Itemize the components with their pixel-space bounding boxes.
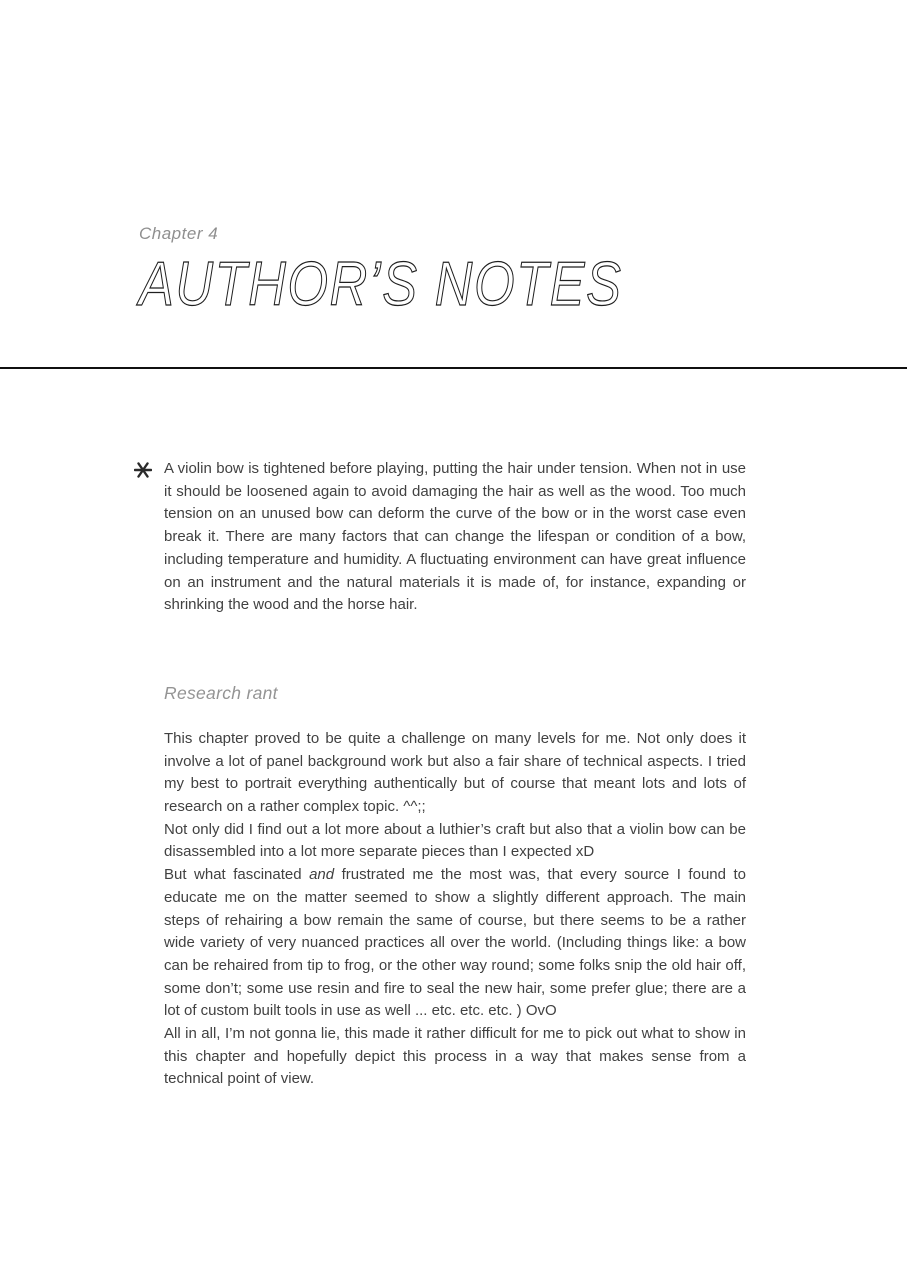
paragraph: Not only did I find out a lot more about a luthier’s craft but also that a violin bow can be disassembled into a lot more separate pieces than I expected xD bbox=[164, 820, 746, 861]
paragraph: All in all, I’m not gonna lie, this made it rather difficult for me to pick out what to show in this chapter and hopefully depict this process in a way that makes sense from a technical point of view. bbox=[164, 1025, 746, 1088]
paragraph-emphasis: and bbox=[309, 866, 335, 884]
paragraph: This chapter proved to be quite a challenge on many levels for me. Not only does it involve a lot of panel background work but also a fair share of technical aspects. I tried my best to portrait everything authentically but of course that meant lots and lots of research on a rather complex topic. ^^;; bbox=[164, 729, 746, 816]
footnote-text: A violin bow is tightened before playing, putting the hair under tension. When not in use it should be loosened again to avoid damaging the hair as well as the wood. Too much tension on an unused bow can deform the curve of the bow or in the worst case even break it. There are many factors that can change the lifespan or condition of a bow, including temperature and humidity. A fluctuating environment can have great influence on an instrument and the natural materials it is made of, for instance, expanding or shrinking the wood and the horse hair. bbox=[164, 460, 746, 614]
asterisk-icon bbox=[134, 462, 152, 478]
paragraph bbox=[164, 864, 746, 1023]
chapter-label: Chapter 4 bbox=[139, 224, 219, 243]
footnote-block bbox=[164, 458, 746, 617]
section-heading: Research rant bbox=[164, 682, 278, 703]
paragraph-text: frustrated me the most was, that every source I found to educate me on the matter seemed to show a slightly different approach. The main steps of rehairing a bow remain the same of course, but there seems to be a rather wide variety of very nuanced practices all over the world. (Including things like: a bow can be rehaired from tip to frog, or the other way round; some folks snip the old hair off, some don’t; some use resin and fire to seal the new hair, some prefer glue; there are a lot of custom built tools in use as well ... etc. etc. etc. ) OvO bbox=[164, 866, 746, 1020]
paragraph-text: But what fascinated bbox=[164, 866, 310, 884]
divider-rule bbox=[0, 367, 907, 369]
page-title: AUTHOR’S NOTES bbox=[139, 250, 623, 319]
chapter-header bbox=[139, 224, 715, 319]
section-body bbox=[164, 728, 746, 1091]
content-column bbox=[164, 458, 746, 1091]
